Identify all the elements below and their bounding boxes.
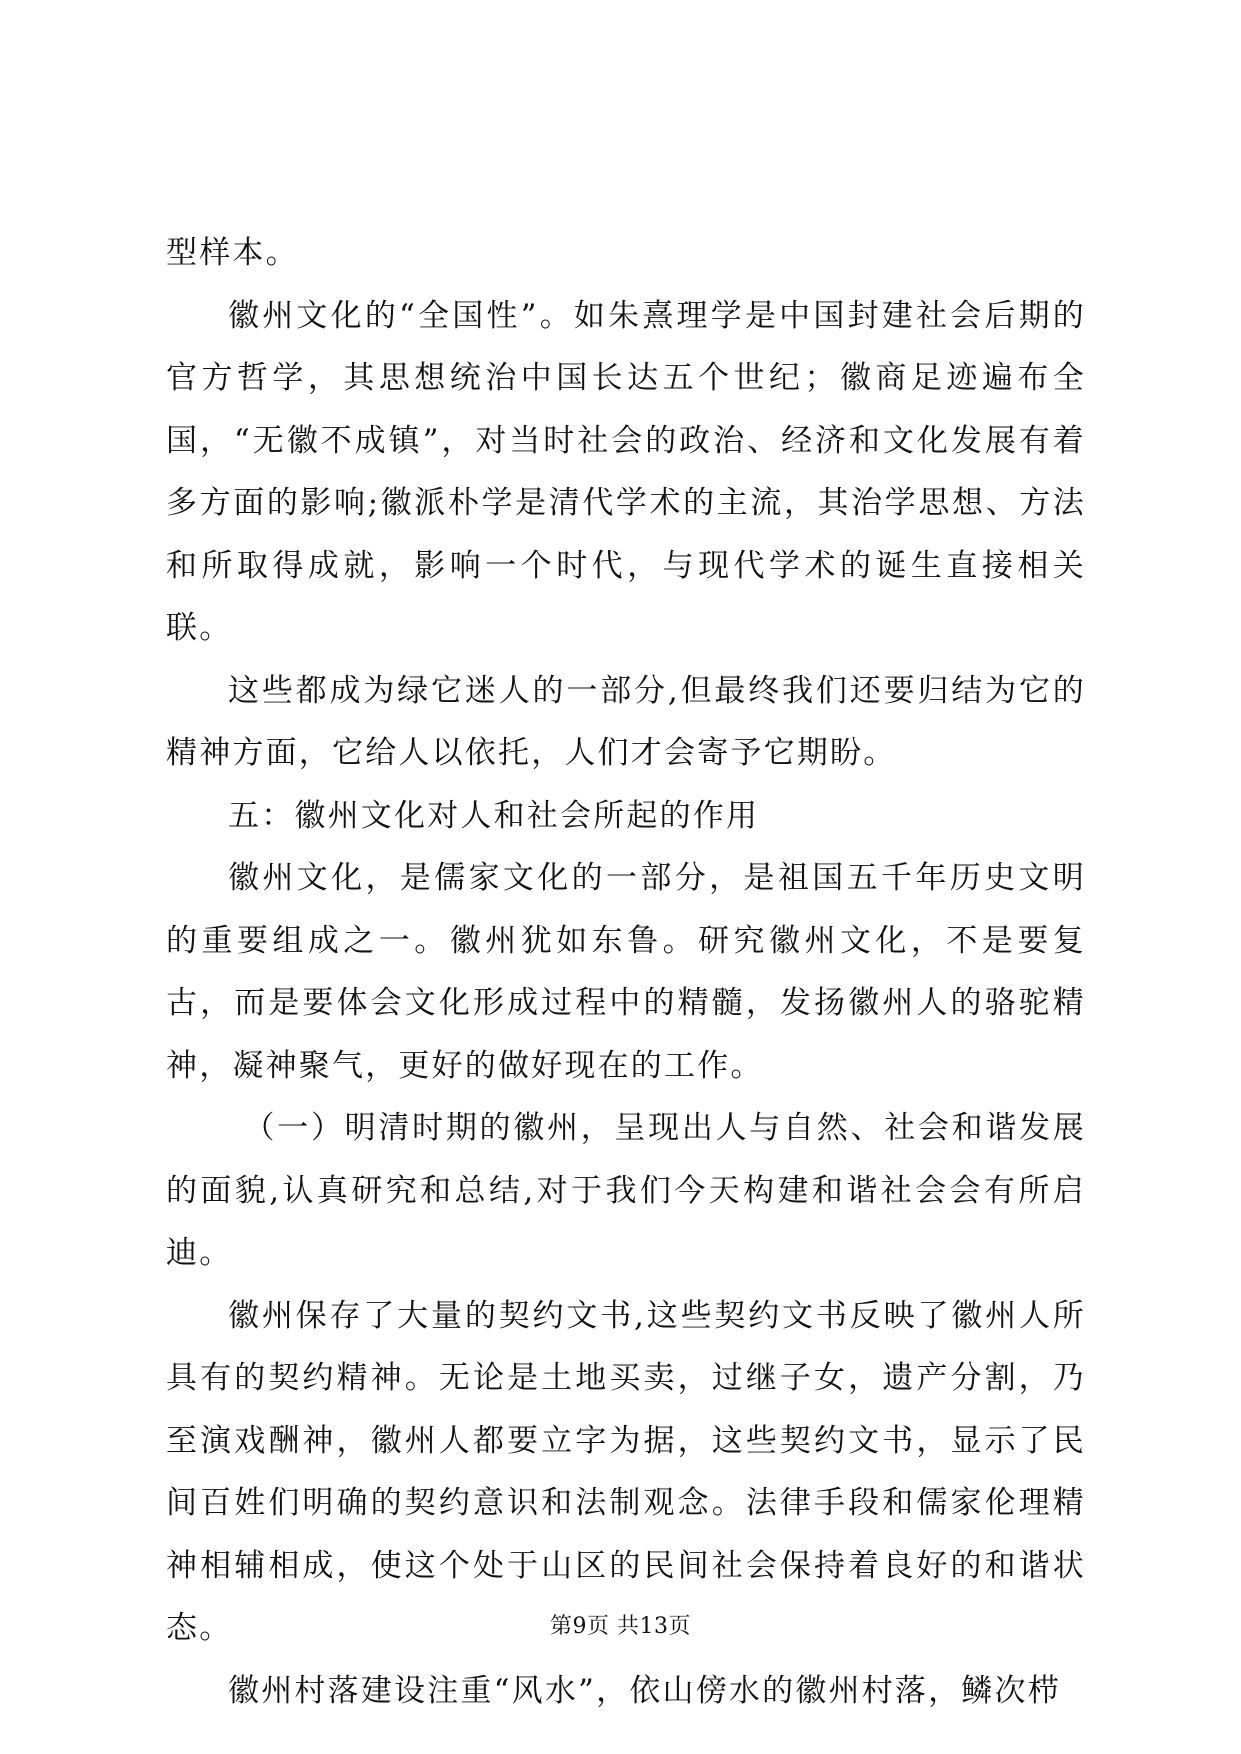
paragraph-huizhou-culture: 徽州文化，是儒家文化的一部分，是祖国五千年历史文明的重要组成之一。徽州犹如东鲁。研究徽州文化，不是要复古，而是要体会文化形成过程中的精髓，发扬徽州人的骆驼精神，凝神聚气，更好的做好现在的工作。 bbox=[166, 860, 1086, 1084]
paragraph-national-character: 徽州文化的“全国性”。如朱熹理学是中国封建社会后期的官方哲学，其思想统治中国长达五个世纪；徽商足迹遍布全国，“无徽不成镇”，对当时社会的政治、经济和文化发展有着多方面的影响;徽派朴学是清代学术的主流，其治学思想、方法和所取得成就，影响一个时代，与现代学术的诞生直接相关联。 bbox=[166, 297, 1086, 646]
subsection-heading-one: （一）明清时期的徽州，呈现出人与自然、社会和谐发展的面貌,认真研究和总结,对于我们今天构建和谐社会会有所启迪。 bbox=[166, 1110, 1086, 1271]
document-body bbox=[166, 222, 1086, 1722]
paragraph-spirit: 这些都成为绿它迷人的一部分,但最终我们还要归结为它的精神方面，它给人以依托，人们才会寄予它期盼。 bbox=[166, 672, 1086, 771]
paragraph-village-fengshui: 徽州村落建设注重“风水”，依山傍水的徽州村落，鳞次栉 bbox=[228, 1672, 1061, 1709]
paragraph-continuation: 型样本。 bbox=[166, 235, 299, 271]
section-heading-five: 五：徽州文化对人和社会所起的作用 bbox=[228, 797, 760, 834]
page-footer: 第9页 共13页 bbox=[550, 1614, 691, 1639]
paragraph-contracts: 徽州保存了大量的契约文书,这些契约文书反映了徽州人所具有的契约精神。无论是土地买卖，过继子女，遗产分割，乃至演戏酬神，徽州人都要立字为据，这些契约文书，显示了民间百姓们明确的契约意识和法制观念。法律手段和儒家伦理精神相辅相成，使这个处于山区的民间社会保持着良好的和谐状态。 bbox=[166, 1297, 1086, 1646]
